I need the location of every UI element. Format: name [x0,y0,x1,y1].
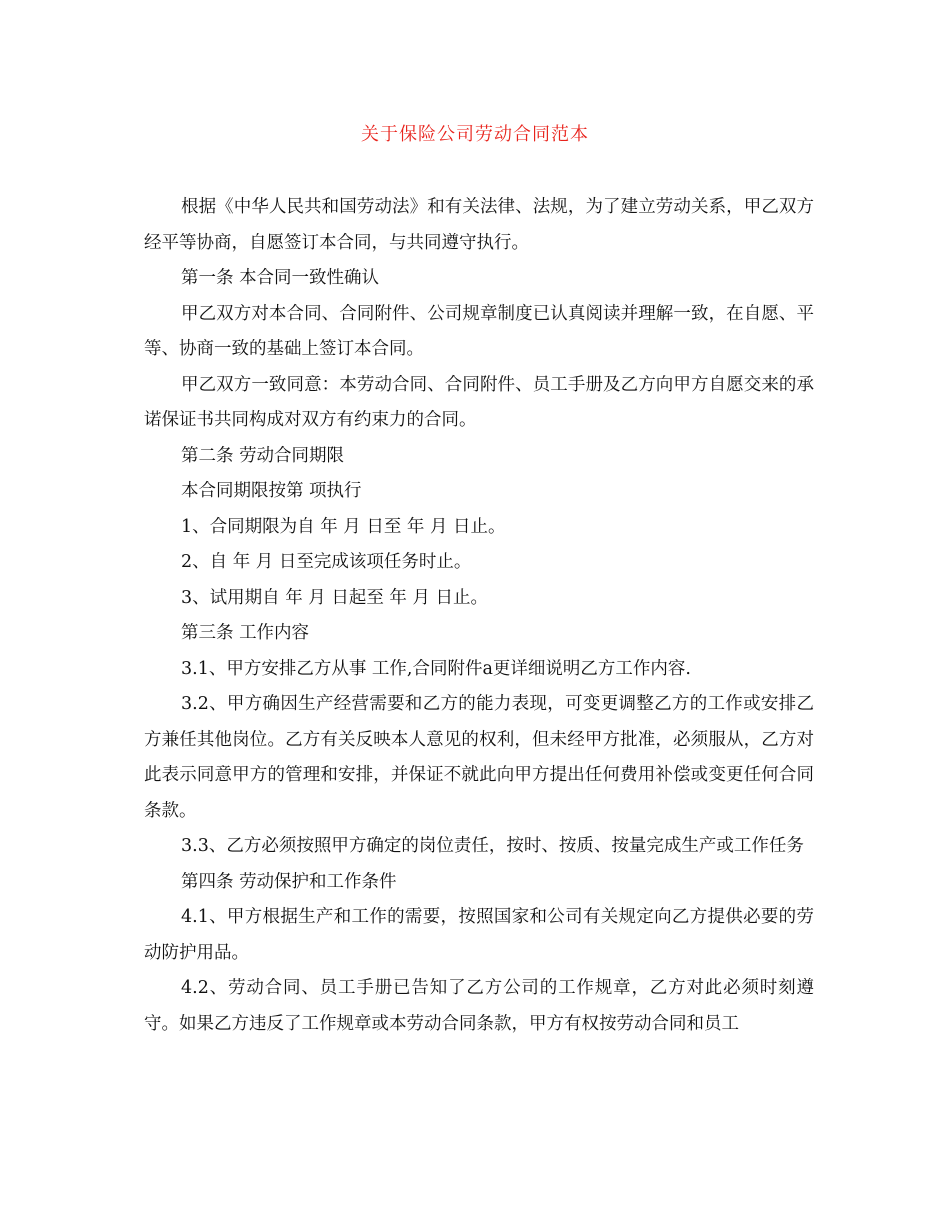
paragraph-preamble: 根据《中华人民共和国劳动法》和有关法律、法规，为了建立劳动关系，甲乙双方经平等协商，自愿签订本合同，与共同遵守执行。 [144,197,814,253]
paragraph: 本合同期限按第 项执行 [181,481,362,501]
document-title: 关于保险公司劳动合同范本 [361,124,589,145]
list-item: 2、自 年 月 日至完成该项任务时止。 [181,552,472,572]
paragraph: 甲乙双方一致同意：本劳动合同、合同附件、员工手册及乙方向甲方自愿交来的承诺保证书共同构成对双方有约束力的合同。 [144,374,814,430]
paragraph: 甲乙双方对本合同、合同附件、公司规章制度已认真阅读并理解一致，在自愿、平等、协商一致的基础上签订本合同。 [144,303,814,359]
list-item: 3、试用期自 年 月 日起至 年 月 日止。 [181,587,489,608]
heading-article-2: 第二条 劳动合同期限 [181,445,345,466]
paragraph: 4.2、劳动合同、员工手册已告知了乙方公司的工作规章，乙方对此必须时刻遵守。如果乙方违反了工作规章或本劳动合同条款，甲方有权按劳动合同和员工 [144,978,814,1034]
paragraph: 4.1、甲方根据生产和工作的需要，按照国家和公司有关规定向乙方提供必要的劳动防护用品。 [144,907,814,963]
paragraph: 3.2、甲方确因生产经营需要和乙方的能力表现，可变更调整乙方的工作或安排乙方兼任其他岗位。乙方有关反映本人意见的权利，但未经甲方批准，必须服从，乙方对此表示同意甲方的管理和安排，并保证不就此向甲方提出任何费用补偿或变更任何合同条款。 [144,694,814,821]
heading-article-1: 第一条 本合同一致性确认 [181,268,380,288]
paragraph: 3.3、乙方必须按照甲方确定的岗位责任，按时、按质、按量完成生产或工作任务 [181,836,804,856]
heading-article-3: 第三条 工作内容 [181,623,310,643]
paragraph: 3.1、甲方安排乙方从事 工作,合同附件a更详细说明乙方工作内容. [181,658,691,679]
heading-article-4: 第四条 劳动保护和工作条件 [181,871,397,892]
document-body [144,190,814,1042]
list-item: 1、合同期限为自 年 月 日至 年 月 日止。 [181,516,506,537]
